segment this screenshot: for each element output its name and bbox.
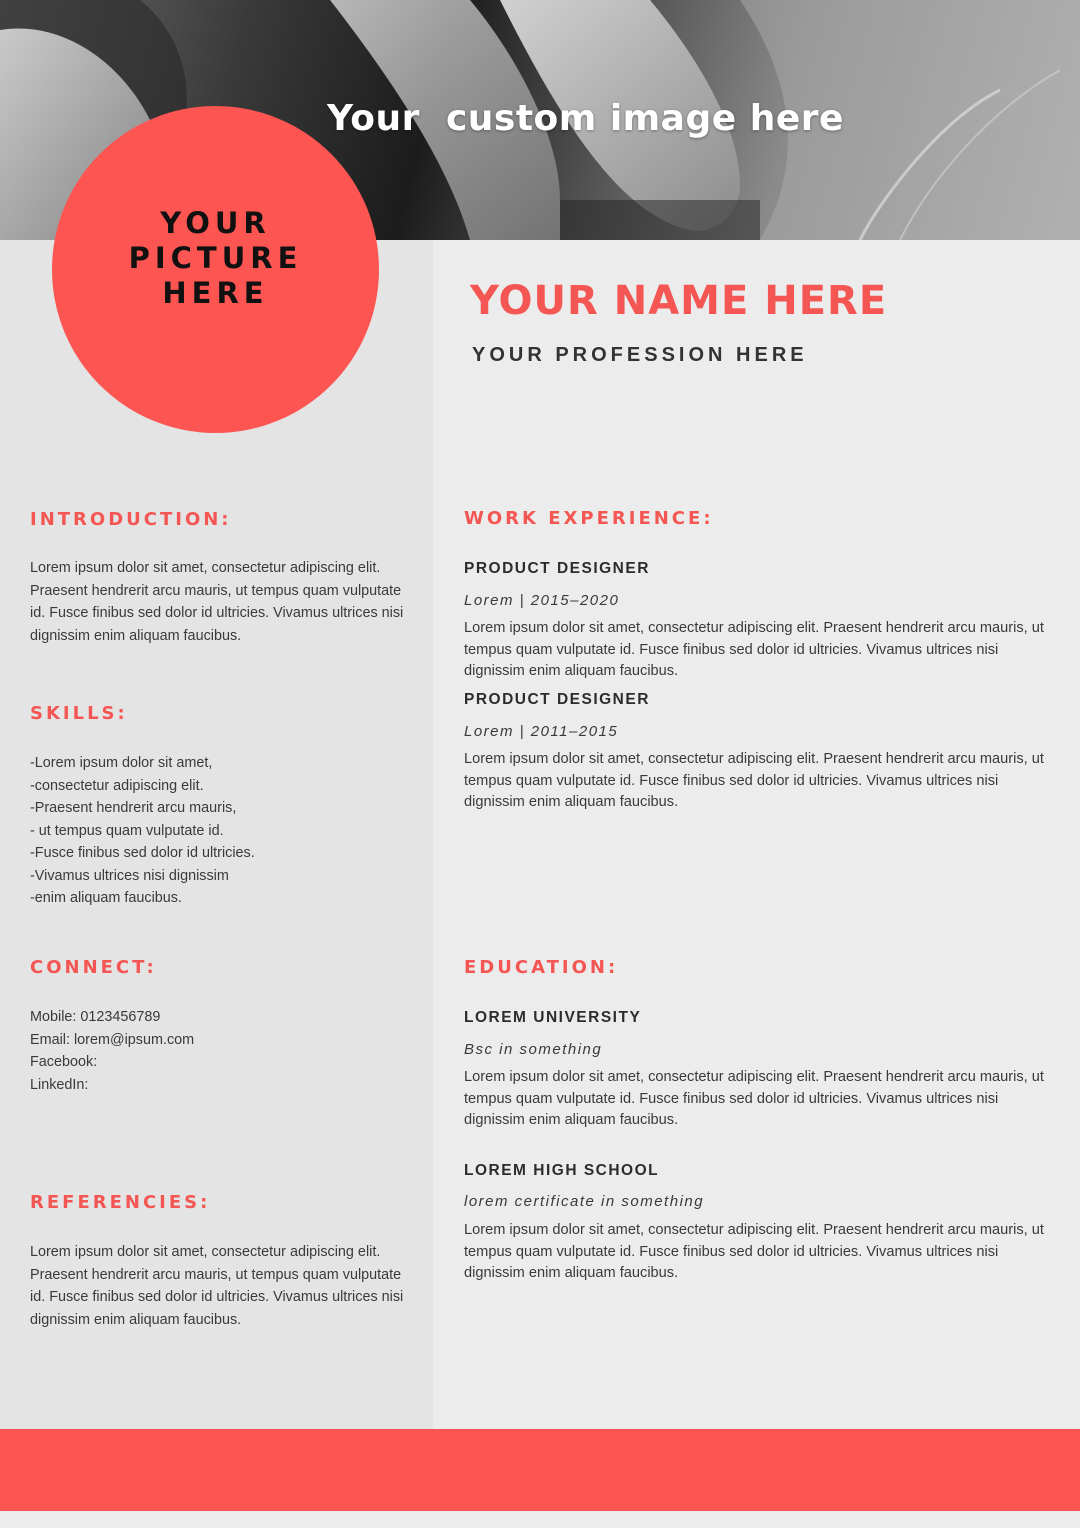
mobile-contact: Mobile: 0123456789	[30, 1009, 161, 1025]
references-heading: REFERENCIES:	[30, 1192, 211, 1213]
work-experience-heading: WORK EXPERIENCE:	[464, 508, 714, 529]
job-meta: Lorem | 2015–2020	[464, 592, 620, 609]
education-heading: EDUCATION:	[464, 957, 619, 978]
full-name: YOUR NAME HERE	[470, 278, 888, 324]
school-description: Lorem ipsum dolor sit amet, consectetur adipiscing elit. Praesent hendrerit arcu mauris, ut tempus quam vulputate id. Fusce finibus sed dolor id ultricies. Vivamus ultrices nisi dignissim enim aliquam faucibus.	[464, 1069, 1044, 1128]
job-description: Lorem ipsum dolor sit amet, consectetur adipiscing elit. Praesent hendrerit arcu mauris, ut tempus quam vulputate id. Fusce finibus sed dolor id ultricies. Vivamus ultrices nisi dignissim enim aliquam faucibus.	[464, 620, 1044, 679]
profile-picture-text	[101, 206, 331, 311]
list-item: -Fusce finibus sed dolor id ultricies.	[30, 845, 255, 861]
profile-picture-line: YOUR	[160, 206, 271, 240]
linkedin-contact: LinkedIn:	[30, 1076, 89, 1093]
school-title: LOREM UNIVERSITY	[464, 1009, 642, 1026]
job-title: PRODUCT DESIGNER	[464, 691, 650, 708]
list-item: -consectetur adipiscing elit.	[30, 777, 204, 794]
school-meta: Bsc in something	[464, 1041, 603, 1058]
profile-picture-line: HERE	[162, 276, 269, 310]
skills-list	[30, 752, 420, 910]
school-title: LOREM HIGH SCHOOL	[464, 1162, 660, 1179]
facebook-contact: Facebook:	[30, 1054, 98, 1070]
skills-heading: SKILLS:	[30, 703, 128, 724]
profile-picture-placeholder	[52, 106, 379, 433]
school-meta: lorem certificate in something	[464, 1193, 705, 1210]
list-item: -Praesent hendrerit arcu mauris,	[30, 800, 237, 816]
list-item: - ut tempus quam vulputate id.	[30, 822, 224, 839]
footer-bar	[0, 1429, 1080, 1511]
profession: YOUR PROFESSION HERE	[472, 344, 808, 366]
job-title: PRODUCT DESIGNER	[464, 560, 650, 577]
references-text: Lorem ipsum dolor sit amet, consectetur adipiscing elit. Praesent hendrerit arcu mauris, ut tempus quam vulputate id. Fusce finibus sed dolor id ultricies. Vivamus ultrices nisi dignissim enim aliquam faucibus.	[30, 1244, 404, 1328]
introduction-heading: INTRODUCTION:	[30, 509, 232, 530]
list-item: -enim aliquam faucibus.	[30, 890, 182, 906]
list-item: -Vivamus ultrices nisi dignissim	[30, 867, 229, 884]
job-description: Lorem ipsum dolor sit amet, consectetur adipiscing elit. Praesent hendrerit arcu mauris, ut tempus quam vulputate id. Fusce finibus sed dolor id ultricies. Vivamus ultrices nisi dignissim enim aliquam faucibus.	[464, 751, 1044, 810]
connect-list	[30, 1006, 420, 1096]
header-caption: Your custom image here	[327, 98, 844, 139]
email-contact: Email: lorem@ipsum.com	[30, 1031, 195, 1048]
school-description: Lorem ipsum dolor sit amet, consectetur adipiscing elit. Praesent hendrerit arcu mauris, ut tempus quam vulputate id. Fusce finibus sed dolor id ultricies. Vivamus ultrices nisi dignissim enim aliquam faucibus.	[464, 1222, 1044, 1281]
job-meta: Lorem | 2011–2015	[464, 723, 619, 740]
list-item: -Lorem ipsum dolor sit amet,	[30, 755, 213, 771]
connect-heading: CONNECT:	[30, 957, 157, 978]
profile-picture-line: PICTURE	[128, 241, 303, 275]
introduction-text: Lorem ipsum dolor sit amet, consectetur adipiscing elit. Praesent hendrerit arcu mauris, ut tempus quam vulputate id. Fusce finibus sed dolor id ultricies. Vivamus ultrices nisi dignissim enim aliquam faucibus.	[30, 560, 404, 644]
